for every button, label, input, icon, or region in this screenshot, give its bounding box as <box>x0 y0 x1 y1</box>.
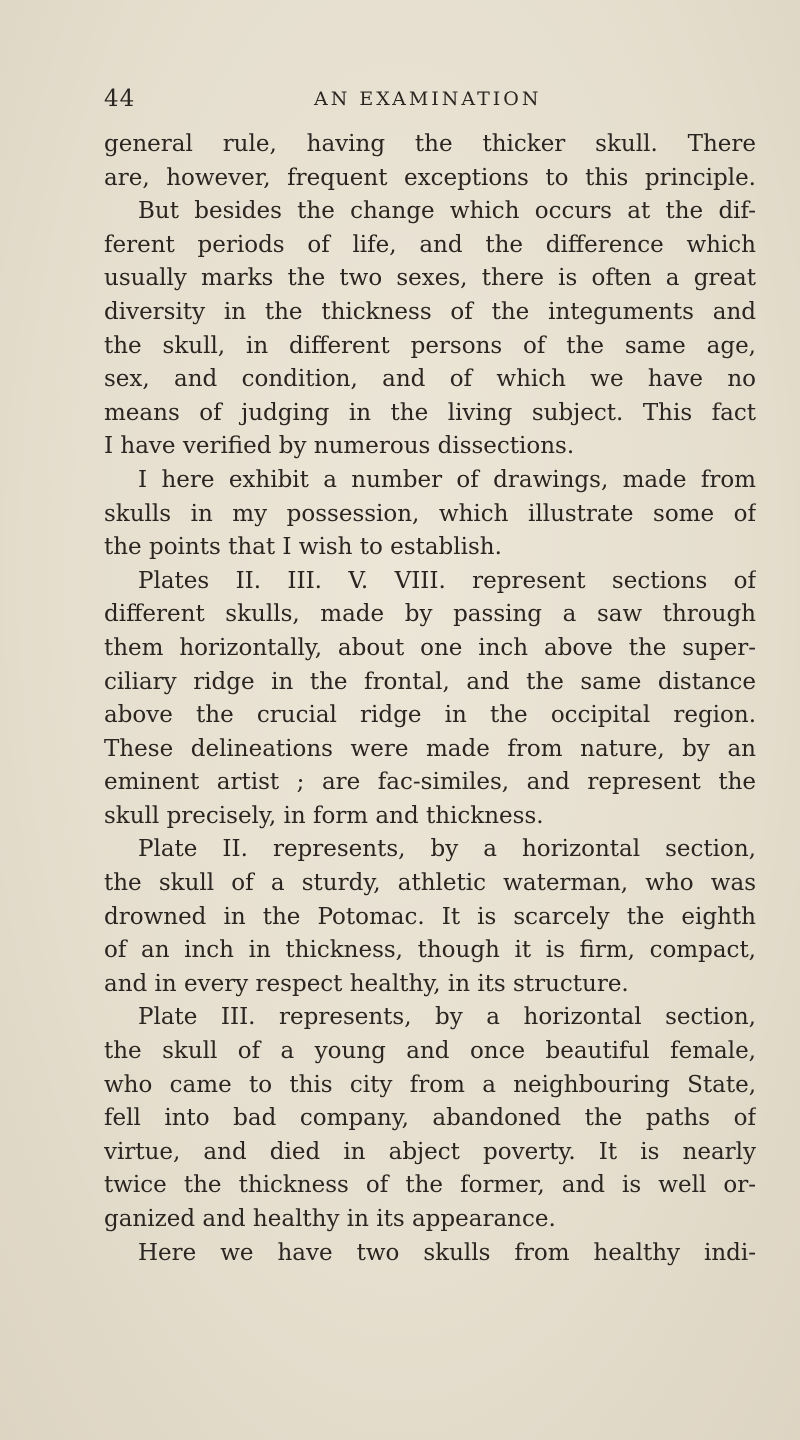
text-line: and in every respect healthy, in its structure. <box>104 970 629 997</box>
text-line: the skull, in different persons of the same age, <box>104 332 756 359</box>
text-line: Here we have two skulls from healthy indi- <box>138 1239 756 1266</box>
running-head: AN EXAMINATION <box>314 88 542 110</box>
text-line: different skulls, made by passing a saw through <box>104 601 756 628</box>
text-line: diversity in the thickness of the integuments and <box>104 298 756 325</box>
text-line: ganized and healthy in its appearance. <box>104 1206 556 1232</box>
text-line: skull precisely, in form and thickness. <box>104 802 544 829</box>
text-line: who came to this city from a neighbouring State, <box>104 1071 756 1098</box>
text-line: the skull of a sturdy, athletic waterman, who was <box>104 870 756 897</box>
page-number: 44 <box>104 86 136 112</box>
text-line: fell into bad company, abandoned the paths of <box>104 1105 756 1132</box>
text-line: Plates II. III. V. VIII. represent sections of <box>138 567 756 594</box>
text-line: But besides the change which occurs at the dif- <box>138 198 756 225</box>
text-line: are, however, frequent exceptions to this principle. <box>104 164 756 191</box>
text-line: ciliary ridge in the frontal, and the same distance <box>104 668 756 695</box>
text-line: sex, and condition, and of which we have no <box>104 366 756 393</box>
page-header <box>104 86 760 126</box>
text-line: general rule, having the thicker skull. There <box>104 131 756 157</box>
text-line: the skull of a young and once beautiful female, <box>104 1038 756 1065</box>
text-line: skulls in my possession, which illustrate some of <box>104 500 756 527</box>
text-line: the points that I wish to establish. <box>104 534 502 561</box>
text-line: of an inch in thickness, though it is firm, compact, <box>104 937 756 964</box>
text-line: These delineations were made from nature, by an <box>104 735 756 762</box>
text-line: I here exhibit a number of drawings, made from <box>138 466 756 493</box>
text-line: I have verified by numerous dissections. <box>104 433 575 460</box>
text-line: drowned in the Potomac. It is scarcely the eighth <box>104 903 756 930</box>
text-line: Plate II. represents, by a horizontal section, <box>138 836 756 863</box>
text-line: ferent periods of life, and the difference which <box>104 231 756 258</box>
text-line: virtue, and died in abject poverty. It is nearly <box>104 1138 756 1165</box>
text-line: usually marks the two sexes, there is often a great <box>104 265 756 292</box>
text-line: twice the thickness of the former, and is well or- <box>104 1172 756 1199</box>
text-line: means of judging in the living subject. This fact <box>104 399 756 426</box>
body-text <box>104 128 756 1270</box>
text-line: eminent artist ; are fac-similes, and represent the <box>104 769 756 796</box>
text-line: above the crucial ridge in the occipital region. <box>104 702 756 729</box>
text-line: them horizontally, about one inch above the super- <box>104 634 756 661</box>
text-line: Plate III. represents, by a horizontal section, <box>138 1004 756 1031</box>
